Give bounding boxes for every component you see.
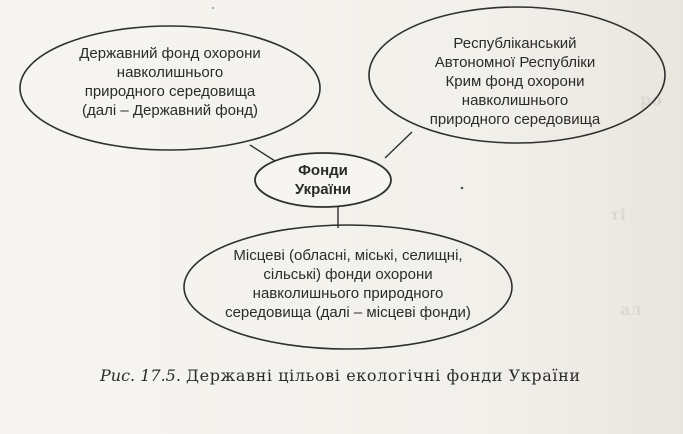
node-center-label <box>263 161 383 199</box>
node-crimea-fund-line: природного середовища <box>429 111 601 128</box>
node-local-funds-line: сільські) фонди охорони <box>263 266 433 283</box>
figure-caption-text: Державні цільові екологічні фонди України <box>186 366 581 385</box>
node-center-line: Фонди <box>298 162 348 179</box>
node-state-fund-label <box>30 44 310 120</box>
node-crimea-fund-line: Автономної Республіки <box>434 54 596 71</box>
node-state-fund-line: Державний фонд охорони <box>79 45 261 62</box>
node-crimea-fund-label <box>390 34 640 129</box>
node-crimea-fund-line: Крим фонд охорони <box>445 73 585 90</box>
node-local-funds-line: навколишнього природного <box>252 285 444 302</box>
figure-caption-label: Рис. 17.5. <box>100 366 181 385</box>
node-state-fund-line: навколишнього <box>116 64 224 81</box>
diagram-page: ро ті ал Державний фонд охорони навколишнього природного середовища (далі – Державний фонд) Республіканський Автономної Республіки Крим фонд охорони навколишнього природного середовища Фонди України Місцеві (обласні, міські, селищні, сільські) фонди охорони навколишнього природного середовища (далі – місцеві фонди) Рис. 17.5. Державні цільові екологічні фонди України <box>0 0 683 434</box>
figure-caption <box>100 366 581 385</box>
node-center-line: України <box>294 181 352 198</box>
connector-center-to-crimea-fund <box>385 132 412 158</box>
node-local-funds-label <box>198 246 498 322</box>
node-local-funds-line: середовища (далі – місцеві фонди) <box>225 304 471 321</box>
node-state-fund-line: (далі – Державний фонд) <box>82 102 258 119</box>
node-crimea-fund-line: Республіканський <box>453 35 577 52</box>
node-local-funds-line: Місцеві (обласні, міські, селищні, <box>233 247 463 264</box>
node-state-fund-line: природного середовища <box>84 83 256 100</box>
node-crimea-fund-line: навколишнього <box>461 92 569 109</box>
